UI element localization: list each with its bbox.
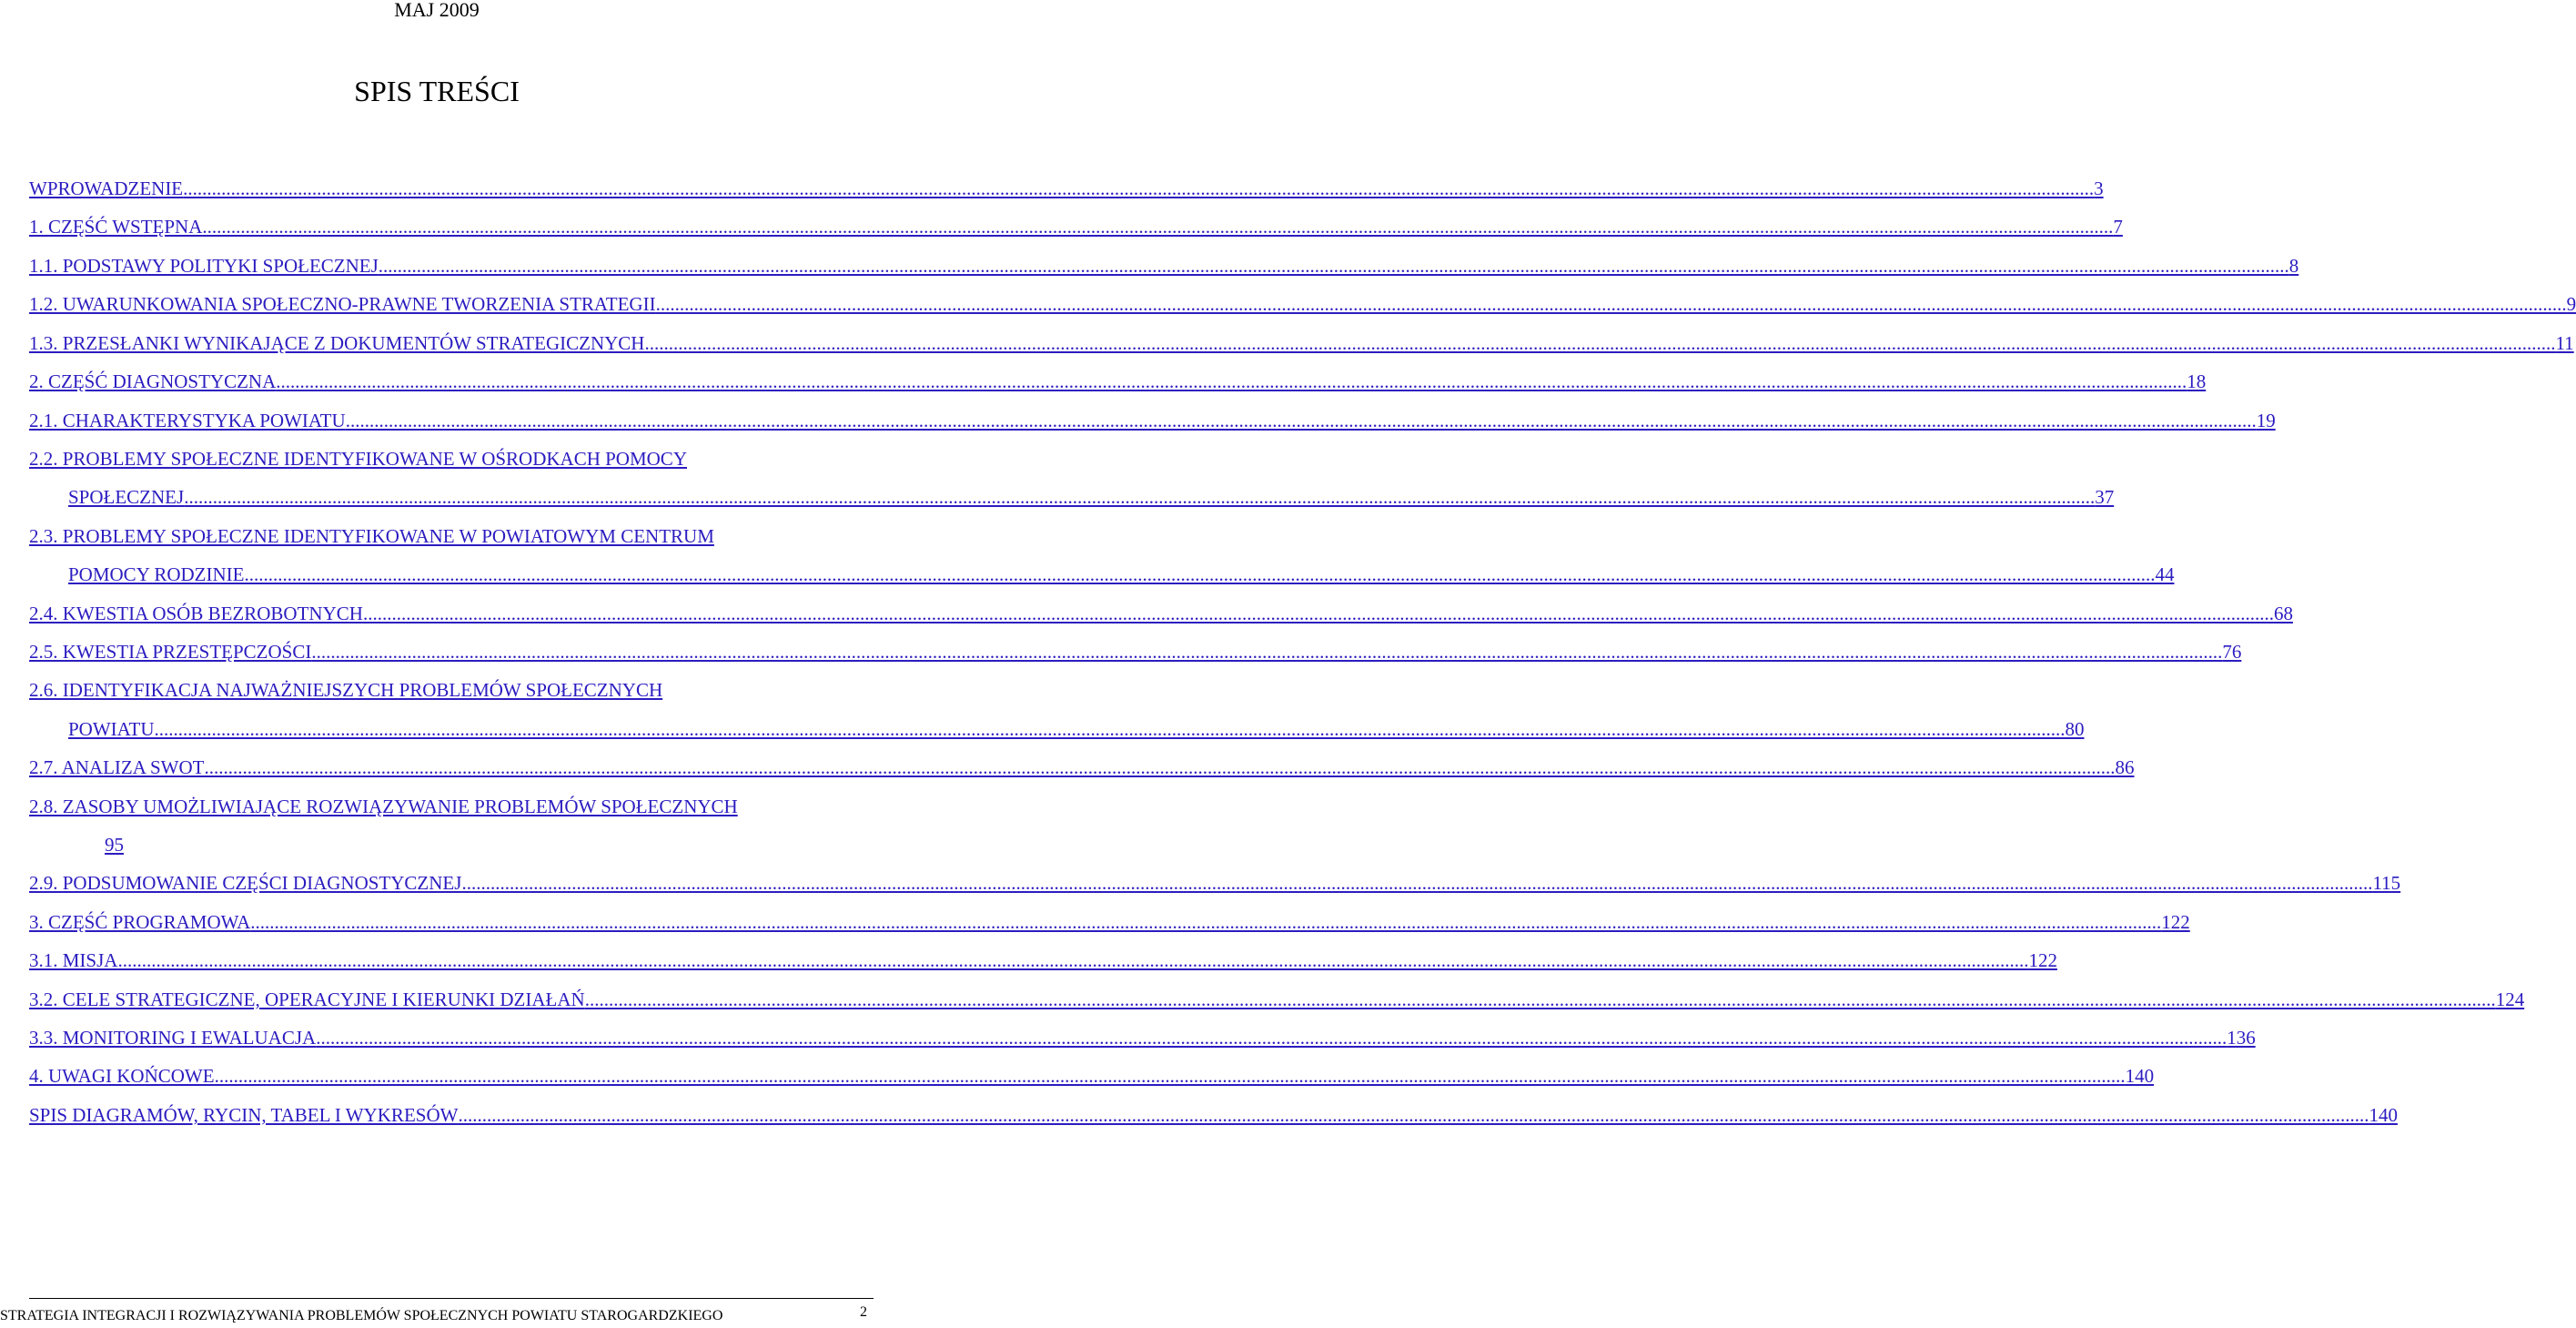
toc-entry-bezrobotnych[interactable]: 2.4. KWESTIA OSÓB BEZROBOTNYCH ................................................................................................................................................................................................................................................................................................................................................................................................................ 68 [29,600,873,627]
toc-entry-zasoby-page[interactable]: 95 [105,834,124,856]
footer-divider [29,1298,874,1299]
page-title: SPIS TREŚCI [354,75,520,107]
toc-entry-identyfikacja-cont[interactable]: POWIATU ................................................................................................................................................................................................................................................................................................................................................................................................................ 80 [68,715,873,743]
toc-entry-problemy-pcpr-cont[interactable]: POMOCY RODZINIE ................................................................................................................................................................................................................................................................................................................................................................................................................ 44 [68,561,873,588]
toc-entry-cele-strategiczne[interactable]: 3.2. CELE STRATEGICZNE, OPERACYJNE I KIERUNKI DZIAŁAŃ ................................................................................................................................................................................................................................................................................................................................................................................................................ 124 [29,986,873,1013]
toc-entry-identyfikacja[interactable]: 2.6. IDENTYFIKACJA NAJWAŻNIEJSZYCH PROBLEMÓW SPOŁECZNYCH [29,679,663,701]
toc-leader: ................................................................................................................................................................................................................................................................................................................................................................................................................ [584,988,2496,1010]
toc-leader: ................................................................................................................................................................................................................................................................................................................................................................................................................ [184,486,2096,508]
toc-entry-zasoby[interactable]: 2.8. ZASOBY UMOŻLIWIAJĄCE ROZWIĄZYWANIE PROBLEMÓW SPOŁECZNYCH [29,796,738,817]
toc-leader: ................................................................................................................................................................................................................................................................................................................................................................................................................ [117,949,2029,971]
toc-leader: ................................................................................................................................................................................................................................................................................................................................................................................................................ [316,1027,2227,1049]
toc-leader: ................................................................................................................................................................................................................................................................................................................................................................................................................ [244,563,2156,585]
toc-entry-misja[interactable]: 3.1. MISJA ................................................................................................................................................................................................................................................................................................................................................................................................................ 122 [29,947,873,974]
toc-entry-problemy-pcpr[interactable]: 2.3. PROBLEMY SPOŁECZNE IDENTYFIKOWANE W POWIATOWYM CENTRUM [29,525,714,547]
toc-leader: ................................................................................................................................................................................................................................................................................................................................................................................................................ [461,872,2373,894]
toc-leader: ................................................................................................................................................................................................................................................................................................................................................................................................................ [362,603,2274,624]
toc-entry-analiza-swot[interactable]: 2.7. ANALIZA SWOT ................................................................................................................................................................................................................................................................................................................................................................................................................ 86 [29,754,873,781]
toc-leader: ................................................................................................................................................................................................................................................................................................................................................................................................................ [276,370,2187,392]
toc-entry-problemy-ops-cont[interactable]: SPOŁECZNEJ ................................................................................................................................................................................................................................................................................................................................................................................................................ 37 [68,483,873,511]
toc-leader: ................................................................................................................................................................................................................................................................................................................................................................................................................ [378,255,2289,277]
toc-entry-wprowadzenie[interactable]: WPROWADZENIE ................................................................................................................................................................................................................................................................................................................................................................................................................ 3 [29,175,873,202]
toc-entry-czesc-programowa[interactable]: 3. CZĘŚĆ PROGRAMOWA ................................................................................................................................................................................................................................................................................................................................................................................................................ 122 [29,908,873,936]
toc-entry-problemy-ops[interactable]: 2.2. PROBLEMY SPOŁECZNE IDENTYFIKOWANE W OŚRODKACH POMOCY [29,448,687,470]
toc-leader: ................................................................................................................................................................................................................................................................................................................................................................................................................ [655,293,2567,315]
toc-entry-przeslanki[interactable]: 1.3. PRZESŁANKI WYNIKAJĄCE Z DOKUMENTÓW STRATEGICZNYCH ................................................................................................................................................................................................................................................................................................................................................................................................................ 11 [29,329,873,357]
toc-leader: ................................................................................................................................................................................................................................................................................................................................................................................................................ [345,410,2257,431]
toc-entry-uwarunkowania[interactable]: 1.2. UWARUNKOWANIA SPOŁECZNO-PRAWNE TWORZENIA STRATEGII ................................................................................................................................................................................................................................................................................................................................................................................................................ 9 [29,290,873,318]
toc-entry-spis-diagramow[interactable]: SPIS DIAGRAMÓW, RYCIN, TABEL I WYKRESÓW ................................................................................................................................................................................................................................................................................................................................................................................................................ 140 [29,1101,873,1129]
toc-entry-czesc-wstepna[interactable]: 1. CZĘŚĆ WSTĘPNA ................................................................................................................................................................................................................................................................................................................................................................................................................ 7 [29,213,873,240]
toc-entry-przestepczosci[interactable]: 2.5. KWESTIA PRZESTĘPCZOŚCI ................................................................................................................................................................................................................................................................................................................................................................................................................ 76 [29,638,873,665]
toc-entry-czesc-diagnostyczna[interactable]: 2. CZĘŚĆ DIAGNOSTYCZNA ................................................................................................................................................................................................................................................................................................................................................................................................................ 18 [29,368,873,395]
toc-entry-uwagi-koncowe[interactable]: 4. UWAGI KOŃCOWE ................................................................................................................................................................................................................................................................................................................................................................................................................ 140 [29,1062,873,1090]
toc-leader: ................................................................................................................................................................................................................................................................................................................................................................................................................ [183,177,2095,199]
toc-entry-charakterystyka[interactable]: 2.1. CHARAKTERYSTYKA POWIATU ................................................................................................................................................................................................................................................................................................................................................................................................................ 19 [29,407,873,434]
toc-leader: ................................................................................................................................................................................................................................................................................................................................................................................................................ [154,718,2066,740]
toc-leader: ................................................................................................................................................................................................................................................................................................................................................................................................................ [214,1065,2126,1087]
toc-entry-podstawy-polityki[interactable]: 1.1. PODSTAWY POLITYKI SPOŁECZNEJ ................................................................................................................................................................................................................................................................................................................................................................................................................ 8 [29,252,873,279]
toc-entry-monitoring[interactable]: 3.3. MONITORING I EWALUACJA ................................................................................................................................................................................................................................................................................................................................................................................................................ 136 [29,1024,873,1051]
footer-text: STRATEGIA INTEGRACJI I ROZWIĄZYWANIA PROBLEMÓW SPOŁECZNYCH POWIATU STAROGARDZKIEGO [0,1308,723,1323]
toc-leader: ................................................................................................................................................................................................................................................................................................................................................................................................................ [202,216,2114,238]
toc-entry-podsumowanie[interactable]: 2.9. PODSUMOWANIE CZĘŚCI DIAGNOSTYCZNEJ ................................................................................................................................................................................................................................................................................................................................................................................................................ 115 [29,869,873,897]
toc-leader: ................................................................................................................................................................................................................................................................................................................................................................................................................ [458,1104,2369,1126]
header-date: MAJ 2009 [394,0,480,21]
toc-leader: ................................................................................................................................................................................................................................................................................................................................................................................................................ [250,911,2162,933]
toc-leader: ................................................................................................................................................................................................................................................................................................................................................................................................................ [644,332,2556,354]
footer-page-number: 2 [860,1304,867,1320]
toc-leader: ................................................................................................................................................................................................................................................................................................................................................................................................................ [204,756,2116,778]
toc-leader: ................................................................................................................................................................................................................................................................................................................................................................................................................ [311,641,2223,663]
